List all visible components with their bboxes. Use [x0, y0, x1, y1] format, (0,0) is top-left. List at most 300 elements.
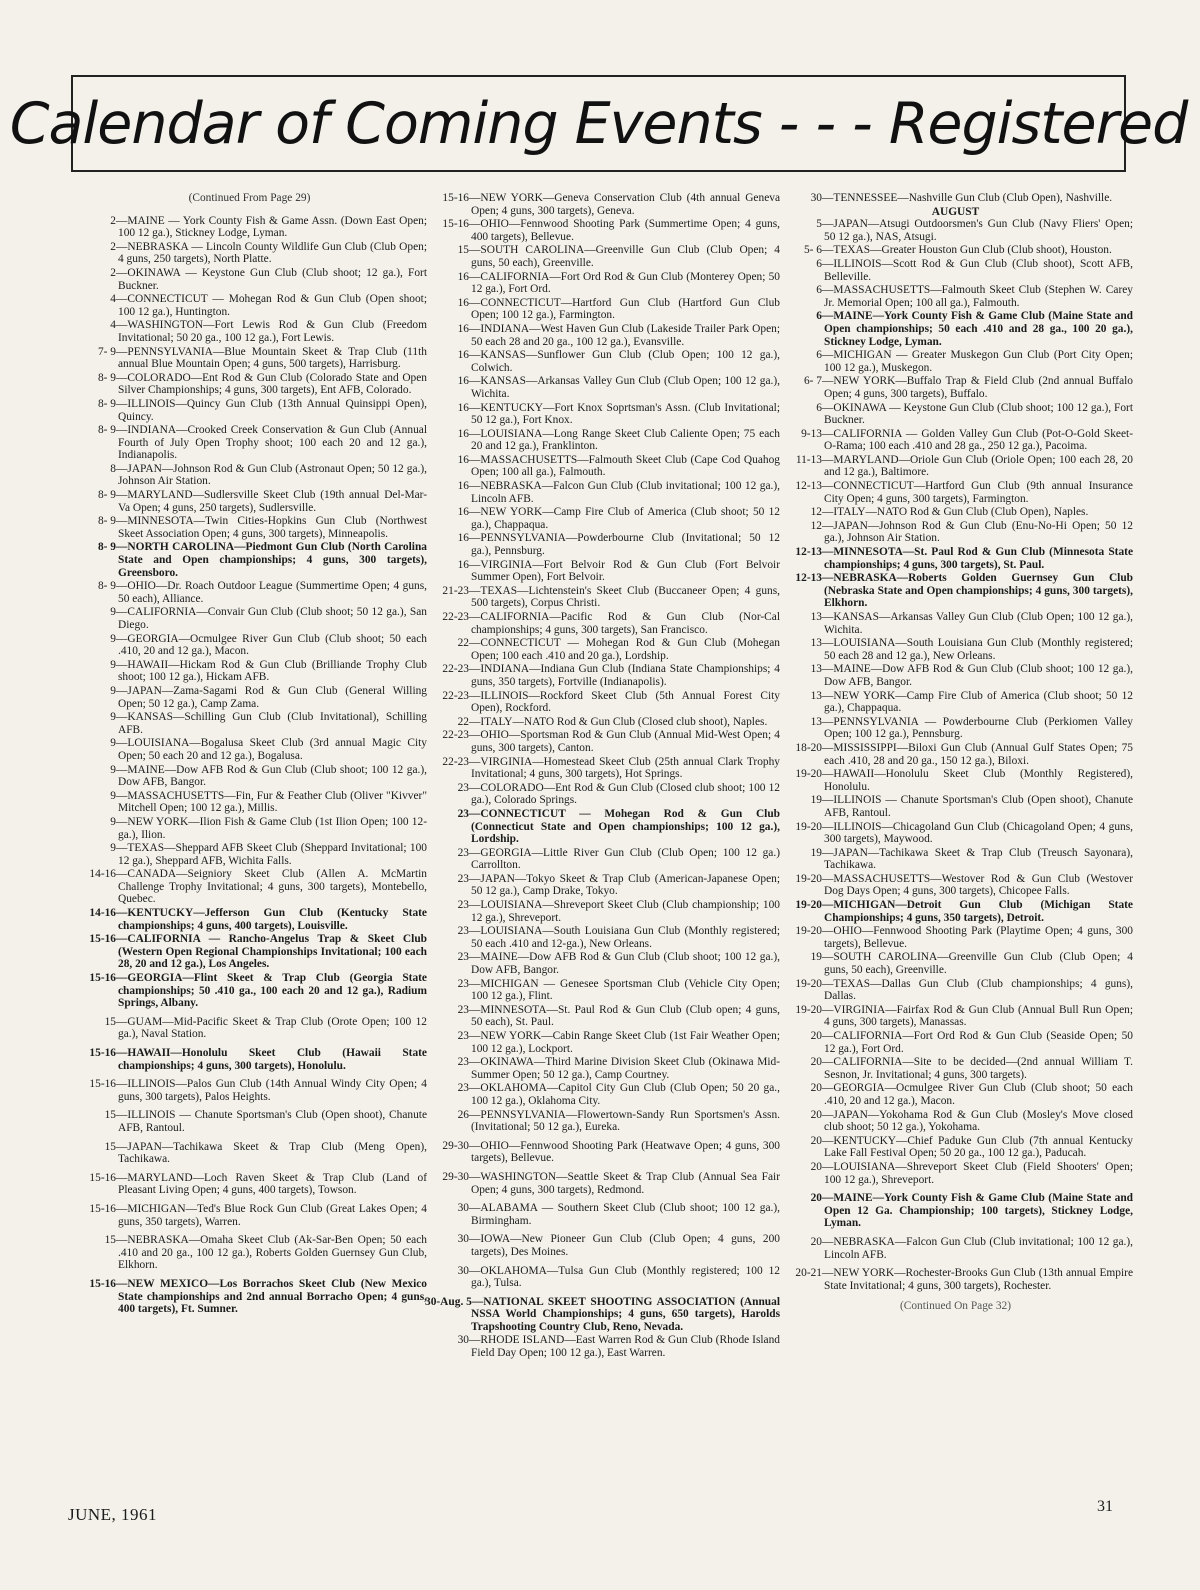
event-text: NEW YORK—Camp Fire Club of America (Club shoot; 50 12 ga.), Chappaqua.: [824, 689, 1133, 715]
event-text: MINNESOTA—Twin Cities-Hopkins Gun Club (Northwest Skeet Association Open; 4 guns, 300 targets), Minneapolis.: [118, 515, 427, 540]
date-separator: —: [469, 270, 481, 283]
event-date: 13: [810, 689, 822, 702]
event-text: MISSISSIPPI—Biloxi Gun Club (Annual Gulf States Open; 75 each .410, 28 and 20 ga., 150 12 ga.), Biloxi.: [824, 741, 1133, 767]
event-date: 8- 9: [97, 515, 116, 528]
date-separator: —: [822, 349, 834, 362]
events-list-1: [72, 215, 427, 1316]
date-separator: —: [822, 1267, 834, 1280]
event-entry: [778, 1082, 1133, 1107]
event-date: 9-13: [801, 427, 822, 440]
event-text: LOUISIANA—South Louisiana Gun Club (Monthly registered; 50 each .410 and 12-ga.), New Orleans.: [471, 925, 780, 950]
event-text: GUAM—Mid-Pacific Skeet & Trap Club (Orote Open; 100 12 ga.), Naval Station.: [118, 1015, 427, 1041]
date-separator: —: [469, 1108, 481, 1121]
date-separator: —: [116, 684, 128, 697]
event-entry: [425, 585, 780, 610]
event-entry: [72, 737, 427, 762]
event-date: 20: [810, 1030, 822, 1042]
date-separator: —: [822, 310, 834, 323]
event-text: MARYLAND—Sudlersville Skeet Club (19th annual Del-Mar-Va Open; 4 guns, 250 targets), Sudlersville.: [118, 489, 427, 514]
date-separator: —: [822, 572, 834, 585]
event-entry: [425, 192, 780, 217]
event-text: MICHIGAN—Detroit Gun Club (Michigan State Championships; 4 guns, 350 targets), Detroit.: [824, 899, 1133, 924]
event-text: OHIO—Fennwood Shooting Park (Summertime Open; 4 guns, 400 targets), Bellevue.: [471, 218, 780, 243]
events-list-3b: [778, 218, 1133, 1292]
event-text: NEBRASKA—Roberts Golden Guernsey Gun Club (Nebraska State and Open championships; 4 guns, 300 targets), Elkhorn.: [824, 572, 1133, 610]
date-separator: —: [822, 768, 834, 781]
date-separator: —: [822, 820, 834, 833]
event-text: CALIFORNIA—Fort Ord Rod & Gun Club (Monterey Open; 50 12 ga.), Fort Ord.: [471, 270, 780, 296]
date-separator: —: [116, 1015, 128, 1028]
event-date: 8- 9: [97, 371, 116, 384]
date-separator: —: [822, 375, 834, 388]
date-separator: —: [116, 972, 128, 985]
event-text: IOWA—New Pioneer Gun Club (Club Open; 4 guns, 200 targets), Des Moines.: [471, 1233, 780, 1258]
event-text: ITALY—NATO Rod & Gun Club (Closed club shoot), Naples.: [480, 715, 768, 728]
date-separator: —: [116, 868, 128, 881]
event-text: MASSACHUSETTS—Fin, Fur & Feather Club (Oliver "Kivver" Mitchell Open; 100 12 ga.), Millis.: [118, 789, 427, 815]
event-entry: [778, 454, 1133, 479]
event-text: OHIO—Fennwood Shooting Park (Heatwave Open; 4 guns, 300 targets), Bellevue.: [471, 1139, 780, 1165]
event-date: 15: [104, 1015, 116, 1028]
event-date: 12-13: [795, 546, 822, 559]
date-separator: —: [822, 480, 834, 493]
event-entry: [72, 1047, 427, 1072]
date-separator: —: [822, 977, 834, 990]
event-date: 8: [110, 462, 116, 475]
event-text: LOUISIANA—Bogalusa Skeet Club (3rd annual Magic City Open; 50 each 20 and 12 ga.), Bogalusa.: [118, 737, 427, 762]
event-text: PENNSYLVANIA—Powderbourne Club (Invitational; 50 12 ga.), Pennsburg.: [471, 532, 780, 558]
event-date: 9: [110, 606, 116, 619]
event-date: 20: [810, 1235, 822, 1248]
event-entry: [778, 899, 1133, 924]
date-separator: —: [116, 763, 128, 776]
date-separator: —: [469, 427, 481, 440]
event-text: JAPAN—Johnson Rod & Gun Club (Enu-No-Hi Open; 50 12 ga.), Johnson Air Station.: [824, 519, 1133, 545]
event-date: 23: [457, 977, 469, 990]
event-date: 15-16: [89, 1047, 116, 1059]
event-text: ILLINOIS—Quincy Gun Club (13th Annual Quinsippi Open), Quincy.: [118, 397, 427, 423]
event-date: 26: [457, 1108, 469, 1121]
date-separator: —: [469, 951, 481, 964]
event-text: OKINAWA — Keystone Gun Club (Club shoot; 100 12 ga.), Fort Buckner.: [824, 401, 1133, 427]
event-text: GEORGIA—Flint Skeet & Trap Club (Georgia State championships; 50 .410 ga., 100 each 20 and 12 ga.), Radium Springs, Albany.: [118, 972, 427, 1010]
event-date: 23: [457, 1056, 469, 1069]
event-text: NEW YORK—Buffalo Trap & Field Club (2nd annual Buffalo Open; 4 guns, 300 targets), Buffalo.: [824, 375, 1133, 400]
event-entry: [778, 951, 1133, 976]
date-separator: —: [469, 1082, 481, 1095]
event-date: 23: [457, 899, 469, 912]
event-entry: [778, 349, 1133, 374]
event-date: 11-13: [795, 453, 822, 466]
date-separator: —: [116, 462, 128, 475]
date-separator: —: [469, 637, 481, 650]
event-date: 20: [810, 1082, 822, 1095]
event-date: 9: [110, 815, 116, 828]
event-date: 22-23: [442, 729, 469, 742]
event-entry: [72, 1278, 427, 1316]
date-separator: —: [116, 371, 128, 384]
date-separator: —: [116, 606, 128, 619]
date-separator: —: [469, 715, 481, 728]
date-separator: —: [469, 244, 481, 257]
date-separator: —: [116, 1047, 128, 1059]
event-text: PENNSYLVANIA — Powderbourne Club (Perkiomen Valley Open; 100 12 ga.), Pennsburg.: [824, 715, 1133, 741]
event-entry: [778, 1192, 1133, 1230]
date-separator: —: [469, 872, 481, 885]
event-entry: [425, 1140, 780, 1165]
event-entry: [72, 659, 427, 684]
event-text: TEXAS—Dallas Gun Club (Club championships; 4 guns), Dallas.: [824, 977, 1133, 1003]
event-entry: [778, 873, 1133, 898]
event-text: JAPAN—Atsugi Outdoorsmen's Gun Club (Navy Fliers' Open; 50 12 ga.), NAS, Atsugi.: [824, 218, 1133, 243]
event-text: VIRGINIA—Fairfax Rod & Gun Club (Annual Bull Run Open; 4 guns, 300 targets), Manassas.: [824, 1003, 1133, 1029]
date-separator: —: [471, 1295, 484, 1308]
event-text: NEW YORK—Camp Fire Club of America (Club shoot; 50 12 ga.), Chappaqua.: [471, 506, 780, 531]
date-separator: —: [116, 345, 128, 358]
event-text: CALIFORNIA—Convair Gun Club (Club shoot; 50 12 ga.), San Diego.: [118, 606, 427, 631]
event-entry: [72, 319, 427, 344]
event-text: ILLINOIS — Chanute Sportsman's Club (Open shoot), Chanute AFB, Rantoul.: [824, 794, 1133, 819]
date-separator: —: [822, 192, 834, 204]
date-separator: —: [469, 977, 481, 990]
date-separator: —: [116, 658, 128, 671]
event-text: MAINE — York County Fish & Game Assn. (Down East Open; 100 12 ga.), Stickney Lodge, Lyman.: [118, 214, 427, 240]
event-date: 20: [810, 1160, 822, 1173]
date-separator: —: [822, 663, 834, 676]
event-date: 19-20: [795, 899, 822, 912]
event-entry: [778, 925, 1133, 950]
event-entry: [778, 794, 1133, 819]
event-entry: [72, 1203, 427, 1228]
date-separator: —: [469, 506, 481, 519]
event-date: 15-16: [89, 1171, 116, 1184]
event-date: 6- 7: [803, 375, 822, 388]
date-separator: —: [822, 1082, 834, 1095]
event-entry: [425, 297, 780, 322]
event-date: 29-30: [442, 1170, 469, 1183]
date-separator: —: [822, 1192, 834, 1205]
event-entry: [72, 241, 427, 266]
event-date: 23: [457, 872, 469, 885]
date-separator: —: [116, 737, 128, 750]
event-entry: [72, 424, 427, 462]
event-entry: [425, 1233, 780, 1258]
date-separator: —: [116, 397, 128, 410]
date-separator: —: [469, 218, 481, 231]
event-text: MASSACHUSETTS—Falmouth Skeet Club (Stephen W. Carey Jr. Memorial Open; 100 all ga.), Falmouth.: [824, 284, 1133, 309]
event-text: RHODE ISLAND—East Warren Rod & Gun Club (Rhode Island Field Day Open; 100 12 ga.), East Warren.: [471, 1334, 780, 1360]
event-date: 30-Aug. 5: [425, 1295, 472, 1308]
event-entry: [72, 215, 427, 240]
event-entry: [72, 267, 427, 292]
event-entry: [72, 1172, 427, 1197]
event-text: JAPAN—Tachikawa Skeet & Trap Club (Treusch Sayonara), Tachikawa.: [824, 846, 1133, 872]
event-date: 16: [457, 401, 469, 414]
event-entry: [425, 611, 780, 636]
date-separator: —: [116, 632, 128, 645]
event-entry: [778, 192, 1133, 205]
date-separator: —: [469, 807, 481, 820]
event-text: ILLINOIS—Rockford Skeet Club (5th Annual Forest City Open), Rockford.: [471, 689, 780, 715]
event-date: 9: [110, 842, 116, 855]
date-separator: —: [822, 689, 834, 702]
date-separator: —: [116, 1202, 128, 1215]
event-entry: [425, 899, 780, 924]
event-date: 19: [810, 794, 822, 807]
event-date: 16: [457, 349, 469, 362]
event-date: 12-13: [795, 480, 822, 493]
events-list-3a: [778, 192, 1133, 205]
event-entry: [778, 1236, 1133, 1261]
event-date: 22: [457, 637, 469, 650]
event-date: 13: [810, 611, 822, 623]
date-separator: —: [822, 257, 834, 270]
event-text: JAPAN—Tokyo Skeet & Trap Club (American-Japanese Open; 50 12 ga.), Camp Drake, Tokyo.: [471, 872, 780, 898]
date-separator: —: [116, 580, 128, 593]
event-entry: [72, 346, 427, 371]
event-entry: [72, 580, 427, 605]
event-entry: [425, 1265, 780, 1290]
event-text: CONNECTICUT—Hartford Gun Club (Hartford Gun Club Open; 100 12 ga.), Farmington.: [471, 296, 780, 322]
date-separator: —: [116, 1078, 128, 1091]
event-date: 13: [810, 637, 822, 650]
event-entry: [425, 637, 780, 662]
event-date: 23: [457, 1003, 469, 1016]
date-separator: —: [469, 925, 481, 938]
event-date: 9: [110, 789, 116, 802]
event-entry: [425, 690, 780, 715]
event-text: COLORADO—Ent Rod & Gun Club (Colorado State and Open Silver Championships; 4 guns, 300 targets), Ent AFB, Colorado.: [118, 371, 427, 397]
event-entry: [72, 541, 427, 579]
event-entry: [72, 515, 427, 540]
event-entry: [778, 611, 1133, 636]
event-text: MAINE—York County Fish & Game Club (Maine State and Open championships; 50 each .410 and 28 ga., 100 20 ga.), Stickney Lodge, Lyman.: [824, 310, 1133, 348]
event-text: MASSACHUSETTS—Falmouth Skeet Club (Cape Cod Quahog Open; 100 all ga.), Falmouth.: [471, 453, 780, 479]
event-text: NEBRASKA—Falcon Gun Club (Club invitational; 100 12 ga.), Lincoln AFB.: [471, 480, 780, 505]
date-separator: —: [822, 519, 834, 532]
event-entry: [425, 1109, 780, 1134]
event-entry: [778, 428, 1133, 453]
event-date: 22: [457, 715, 469, 728]
event-text: OKINAWA—Third Marine Division Skeet Club (Okinawa Mid-Summer Open; 50 12 ga.), Camp Courtney.: [471, 1056, 780, 1081]
event-date: 6: [816, 257, 822, 270]
event-text: CALIFORNIA—Fort Ord Rod & Gun Club (Seaside Open; 50 12 ga.), Fort Ord.: [824, 1030, 1133, 1055]
event-date: 16: [457, 453, 469, 466]
events-column-1: [72, 192, 427, 1512]
event-text: WASHINGTON—Fort Lewis Rod & Gun Club (Freedom Invitational; 50 20 ga., 100 12 ga.), Fort Lewis.: [118, 319, 427, 344]
event-date: 20-21: [795, 1267, 822, 1280]
event-entry: [72, 1234, 427, 1272]
event-entry: [778, 1135, 1133, 1160]
date-separator: —: [116, 1277, 128, 1290]
event-text: KENTUCKY—Fort Knox Soprtsman's Assn. (Club Invitational; 50 12 ga.), Fort Knox.: [471, 401, 780, 427]
event-entry: [425, 1296, 780, 1334]
event-date: 5- 6: [803, 244, 822, 257]
event-date: 23: [457, 925, 469, 938]
event-date: 2: [110, 266, 116, 279]
event-entry: [425, 1004, 780, 1029]
event-date: 14-16: [89, 907, 116, 920]
date-separator: —: [822, 794, 834, 807]
event-text: COLORADO—Ent Rod & Gun Club (Closed club shoot; 100 12 ga.), Colorado Springs.: [471, 781, 780, 807]
events-column-3: [778, 192, 1133, 1512]
event-date: 6: [816, 310, 822, 323]
event-text: ILLINOIS—Scott Rod & Gun Club (Club shoot), Scott AFB, Belleville.: [824, 257, 1133, 283]
title-box: [9, 75, 1188, 172]
event-text: NEW YORK—Ilion Fish & Game Club (1st Ilion Open; 100 12-ga.), Ilion.: [118, 815, 427, 841]
event-text: ILLINOIS — Chanute Sportsman's Club (Open shoot), Chanute AFB, Rantoul.: [118, 1109, 427, 1134]
date-separator: —: [822, 1160, 834, 1173]
event-date: 22-23: [442, 689, 469, 702]
event-entry: [425, 244, 780, 269]
date-separator: —: [469, 349, 481, 362]
date-separator: —: [469, 755, 481, 768]
event-entry: [778, 520, 1133, 545]
event-text: GEORGIA—Little River Gun Club (Club Open; 100 12 ga.) Carrollton.: [471, 846, 780, 872]
event-entry: [72, 1016, 427, 1041]
date-separator: —: [822, 1030, 834, 1042]
date-separator: —: [116, 933, 128, 946]
event-entry: [778, 284, 1133, 309]
event-text: KENTUCKY—Jefferson Gun Club (Kentucky State championships; 4 guns, 400 targets), Louisville.: [118, 907, 427, 932]
event-text: KANSAS—Sunflower Gun Club (Club Open; 100 12 ga.), Colwich.: [471, 349, 780, 374]
date-separator: —: [469, 781, 481, 794]
date-separator: —: [469, 1170, 481, 1183]
event-date: 20: [810, 1134, 822, 1147]
date-separator: —: [822, 1235, 834, 1248]
event-date: 30: [457, 1264, 469, 1277]
date-separator: —: [469, 689, 481, 702]
event-date: 9: [110, 632, 116, 645]
event-entry: [778, 1056, 1133, 1081]
event-text: SOUTH CAROLINA—Greenville Gun Club (Club Open; 4 guns, 50 each), Greenville.: [824, 951, 1133, 977]
event-text: LOUISIANA—Long Range Skeet Club Caliente Open; 75 each 20 and 12 ga.), Franklinton.: [471, 427, 780, 453]
event-text: MICHIGAN—Ted's Blue Rock Gun Club (Great Lakes Open; 4 guns, 350 targets), Warren.: [118, 1202, 427, 1228]
event-date: 8- 9: [97, 580, 116, 593]
event-text: CALIFORNIA—Site to be decided—(2nd annual William T. Sesnon, Jr. Invitational; 4 guns, 300 targets).: [824, 1056, 1133, 1081]
event-date: 22-23: [442, 611, 469, 623]
event-date: 8- 9: [97, 541, 116, 554]
event-date: 6: [816, 284, 822, 297]
date-separator: —: [469, 532, 481, 545]
event-date: 19-20: [795, 820, 822, 833]
event-entry: [72, 398, 427, 423]
page-title: Calendar of Coming Events - - - Registered: [9, 90, 1188, 157]
event-date: 15: [104, 1234, 116, 1247]
event-text: KANSAS—Schilling Gun Club (Club Invitational), Schilling AFB.: [118, 711, 427, 736]
event-text: MICHIGAN — Genesee Sportsman Club (Vehicle City Open; 100 12 ga.), Flint.: [471, 977, 780, 1003]
date-separator: —: [822, 284, 834, 297]
event-entry: [778, 847, 1133, 872]
event-text: CANADA—Seigniory Skeet Club (Allen A. McMartin Challenge Trophy Invitational; 4 guns, 300 targets), Montebello, Quebec.: [118, 868, 427, 906]
date-separator: —: [469, 1334, 481, 1347]
date-separator: —: [116, 266, 128, 279]
date-separator: —: [469, 1264, 481, 1277]
event-date: 13: [810, 715, 822, 728]
date-separator: —: [116, 1234, 128, 1247]
event-entry: [425, 1334, 780, 1359]
date-separator: —: [822, 244, 834, 257]
event-text: CALIFORNIA—Pacific Rod & Gun Club (Nor-Cal championships; 4 guns, 300 targets), San Francisco.: [471, 611, 780, 636]
date-separator: —: [469, 1056, 481, 1069]
event-entry: [778, 978, 1133, 1003]
event-entry: [425, 428, 780, 453]
event-date: 19-20: [795, 925, 822, 938]
event-date: 9: [110, 737, 116, 750]
date-separator: —: [822, 872, 834, 885]
event-text: KANSAS—Arkansas Valley Gun Club (Club Open; 100 12 ga.), Wichita.: [824, 611, 1133, 636]
event-entry: [778, 1030, 1133, 1055]
event-text: NATIONAL SKEET SHOOTING ASSOCIATION (Annual NSSA World Championships; 4 guns, 650 targets), Harolds Trapshooting Country Club, Reno, Nevada.: [471, 1295, 780, 1333]
event-date: 16: [457, 270, 469, 283]
event-text: WASHINGTON—Seattle Skeet & Trap Club (Annual Sea Fair Open; 4 guns, 300 targets), Redmond.: [471, 1170, 780, 1196]
event-entry: [778, 310, 1133, 348]
date-separator: —: [822, 925, 834, 938]
event-entry: [72, 790, 427, 815]
event-date: 15: [457, 244, 469, 257]
date-separator: —: [469, 192, 481, 204]
event-text: ILLINOIS—Chicagoland Gun Club (Chicagoland Open; 4 guns, 300 targets), Maywood.: [824, 820, 1133, 846]
event-date: 30: [457, 1202, 469, 1215]
event-entry: [778, 506, 1133, 519]
event-text: CONNECTICUT — Mohegan Rod & Gun Club (Mohegan Open; 100 each .410 and 20 ga.), Lordship.: [471, 637, 780, 662]
event-date: 19-20: [795, 977, 822, 990]
month-heading: AUGUST: [931, 205, 980, 218]
event-date: 14-16: [89, 868, 116, 881]
date-separator: —: [822, 951, 834, 964]
event-entry: [425, 1171, 780, 1196]
event-date: 29-30: [442, 1139, 469, 1152]
event-date: 15-16: [442, 192, 469, 204]
event-entry: [778, 663, 1133, 688]
date-separator: —: [469, 1139, 481, 1152]
date-separator: —: [822, 506, 834, 519]
event-text: OHIO—Fennwood Shooting Park (Playtime Open; 4 guns, 300 targets), Bellevue.: [824, 925, 1133, 950]
date-separator: —: [822, 637, 834, 650]
event-date: 15: [104, 1140, 116, 1153]
date-separator: —: [469, 480, 481, 493]
event-date: 15-16: [89, 933, 116, 946]
event-entry: [72, 685, 427, 710]
event-date: 16: [457, 322, 469, 335]
event-text: GEORGIA—Ocmulgee River Gun Club (Club shoot; 50 each .410, 20 and 12 ga.), Macon.: [824, 1082, 1133, 1107]
event-text: CONNECTICUT — Mohegan Rod & Gun Club (Connecticut State and Open championships; 100 12 ga.), Lordship.: [471, 807, 780, 846]
date-separator: —: [822, 846, 834, 859]
date-separator: —: [822, 611, 834, 623]
date-separator: —: [469, 375, 481, 388]
event-text: ALABAMA — Southern Skeet Club (Club shoot; 100 12 ga.), Birmingham.: [471, 1202, 780, 1227]
event-date: 12: [810, 506, 822, 519]
event-entry: [425, 559, 780, 584]
event-date: 23: [457, 781, 469, 794]
event-text: HAWAII—Hickam Rod & Gun Club (Brilliande Trophy Club shoot; 100 12 ga.), Hickam AFB.: [118, 658, 427, 684]
event-text: NEW MEXICO—Los Borrachos Skeet Club (New Mexico State championships and 2nd annual Borracho Open; 4 guns, 400 targets), Ft. Sumner.: [118, 1277, 427, 1316]
event-entry: [778, 375, 1133, 400]
event-date: 15-16: [89, 1202, 116, 1215]
event-date: 19: [810, 951, 822, 964]
event-date: 7- 9: [97, 345, 116, 358]
event-date: 19-20: [795, 1003, 822, 1016]
date-separator: —: [116, 1140, 128, 1153]
event-entry: [425, 1030, 780, 1055]
event-date: 15: [104, 1109, 116, 1122]
event-date: 20: [810, 1192, 822, 1205]
date-separator: —: [822, 1056, 834, 1069]
event-entry: [778, 742, 1133, 767]
event-text: INDIANA—West Haven Gun Club (Lakeside Trailer Park Open; 50 each 28 and 20 ga., 100 12 ga.), Evansville.: [471, 322, 780, 348]
event-date: 23: [457, 846, 469, 859]
event-text: NEW YORK—Geneva Conservation Club (4th annual Geneva Open; 4 guns, 300 targets), Geneva.: [471, 192, 780, 217]
